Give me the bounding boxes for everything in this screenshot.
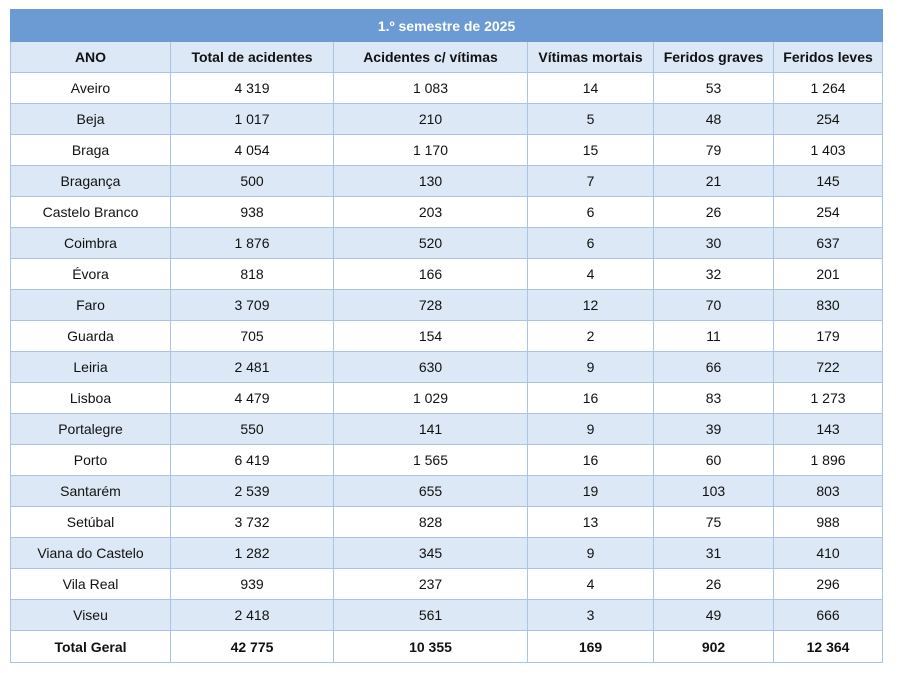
table-row	[11, 290, 883, 321]
table-cell: 1 017	[171, 104, 334, 135]
column-header-total-acidentes: Total de acidentes	[171, 42, 334, 73]
table-cell: 75	[654, 507, 774, 538]
district-name-cell: Faro	[11, 290, 171, 321]
district-name-cell: Lisboa	[11, 383, 171, 414]
total-label: Total Geral	[11, 631, 171, 663]
table-cell: 15	[528, 135, 654, 166]
table-cell: 5	[528, 104, 654, 135]
table-cell: 3	[528, 600, 654, 631]
district-name-cell: Aveiro	[11, 73, 171, 104]
district-name-cell: Setúbal	[11, 507, 171, 538]
table-cell: 79	[654, 135, 774, 166]
table-cell: 53	[654, 73, 774, 104]
table-cell: 666	[774, 600, 883, 631]
district-name-cell: Portalegre	[11, 414, 171, 445]
table-cell: 210	[334, 104, 528, 135]
table-cell: 4 479	[171, 383, 334, 414]
table-cell: 70	[654, 290, 774, 321]
district-name-cell: Beja	[11, 104, 171, 135]
table-cell: 154	[334, 321, 528, 352]
table-row	[11, 569, 883, 600]
table-row	[11, 321, 883, 352]
district-name-cell: Bragança	[11, 166, 171, 197]
table-row	[11, 414, 883, 445]
table-row	[11, 135, 883, 166]
table-cell: 26	[654, 569, 774, 600]
table-row	[11, 476, 883, 507]
table-cell: 2 418	[171, 600, 334, 631]
table-row	[11, 538, 883, 569]
district-name-cell: Porto	[11, 445, 171, 476]
table-cell: 1 403	[774, 135, 883, 166]
district-name-cell: Braga	[11, 135, 171, 166]
table-cell: 60	[654, 445, 774, 476]
table-cell: 803	[774, 476, 883, 507]
table-cell: 201	[774, 259, 883, 290]
table-cell: 31	[654, 538, 774, 569]
table-cell: 49	[654, 600, 774, 631]
table-cell: 561	[334, 600, 528, 631]
table-cell: 203	[334, 197, 528, 228]
table-cell: 1 029	[334, 383, 528, 414]
table-cell: 1 896	[774, 445, 883, 476]
table-cell: 30	[654, 228, 774, 259]
table-cell: 655	[334, 476, 528, 507]
table-row	[11, 197, 883, 228]
district-name-cell: Castelo Branco	[11, 197, 171, 228]
table-cell: 7	[528, 166, 654, 197]
district-name-cell: Évora	[11, 259, 171, 290]
table-cell: 6	[528, 197, 654, 228]
table-cell: 254	[774, 197, 883, 228]
table-cell: 1 282	[171, 538, 334, 569]
table-title: 1.º semestre de 2025	[11, 10, 883, 42]
table-total-row	[11, 631, 883, 663]
table-cell: 11	[654, 321, 774, 352]
table-cell: 39	[654, 414, 774, 445]
table-cell: 1 876	[171, 228, 334, 259]
table-cell: 4	[528, 569, 654, 600]
table-row	[11, 352, 883, 383]
table-cell: 938	[171, 197, 334, 228]
table-row	[11, 73, 883, 104]
table-cell: 550	[171, 414, 334, 445]
district-name-cell: Vila Real	[11, 569, 171, 600]
table-cell: 145	[774, 166, 883, 197]
table-header-row	[11, 42, 883, 73]
table-cell: 9	[528, 538, 654, 569]
accidents-table-container	[10, 9, 882, 663]
table-cell: 2	[528, 321, 654, 352]
table-cell: 103	[654, 476, 774, 507]
table-cell: 520	[334, 228, 528, 259]
table-cell: 2 539	[171, 476, 334, 507]
table-row	[11, 166, 883, 197]
table-cell: 32	[654, 259, 774, 290]
column-header-ano: ANO	[11, 42, 171, 73]
table-cell: 345	[334, 538, 528, 569]
table-cell: 143	[774, 414, 883, 445]
total-cell: 902	[654, 631, 774, 663]
table-cell: 830	[774, 290, 883, 321]
table-row	[11, 383, 883, 414]
table-cell: 9	[528, 352, 654, 383]
table-cell: 728	[334, 290, 528, 321]
table-cell: 1 264	[774, 73, 883, 104]
column-header-feridos-graves: Feridos graves	[654, 42, 774, 73]
table-cell: 705	[171, 321, 334, 352]
total-cell: 10 355	[334, 631, 528, 663]
table-cell: 630	[334, 352, 528, 383]
table-cell: 21	[654, 166, 774, 197]
district-name-cell: Viana do Castelo	[11, 538, 171, 569]
table-cell: 16	[528, 383, 654, 414]
table-cell: 6	[528, 228, 654, 259]
table-cell: 13	[528, 507, 654, 538]
table-cell: 296	[774, 569, 883, 600]
table-row	[11, 445, 883, 476]
table-cell: 6 419	[171, 445, 334, 476]
column-header-feridos-leves: Feridos leves	[774, 42, 883, 73]
table-title-row	[11, 10, 883, 42]
column-header-vitimas-mortais: Vítimas mortais	[528, 42, 654, 73]
table-row	[11, 104, 883, 135]
table-cell: 254	[774, 104, 883, 135]
table-cell: 818	[171, 259, 334, 290]
table-cell: 1 565	[334, 445, 528, 476]
table-cell: 500	[171, 166, 334, 197]
table-cell: 4	[528, 259, 654, 290]
table-cell: 179	[774, 321, 883, 352]
table-body	[11, 73, 883, 631]
table-row	[11, 228, 883, 259]
table-cell: 14	[528, 73, 654, 104]
table-cell: 1 170	[334, 135, 528, 166]
table-cell: 988	[774, 507, 883, 538]
table-cell: 19	[528, 476, 654, 507]
table-row	[11, 507, 883, 538]
district-name-cell: Viseu	[11, 600, 171, 631]
table-cell: 2 481	[171, 352, 334, 383]
table-cell: 16	[528, 445, 654, 476]
table-cell: 637	[774, 228, 883, 259]
table-cell: 26	[654, 197, 774, 228]
table-row	[11, 259, 883, 290]
table-cell: 130	[334, 166, 528, 197]
table-cell: 12	[528, 290, 654, 321]
table-cell: 410	[774, 538, 883, 569]
table-cell: 66	[654, 352, 774, 383]
table-cell: 83	[654, 383, 774, 414]
total-cell: 12 364	[774, 631, 883, 663]
accidents-table	[10, 9, 883, 663]
district-name-cell: Coimbra	[11, 228, 171, 259]
district-name-cell: Leiria	[11, 352, 171, 383]
table-cell: 3 732	[171, 507, 334, 538]
total-cell: 169	[528, 631, 654, 663]
total-cell: 42 775	[171, 631, 334, 663]
table-cell: 9	[528, 414, 654, 445]
table-cell: 828	[334, 507, 528, 538]
table-cell: 1 273	[774, 383, 883, 414]
table-cell: 48	[654, 104, 774, 135]
column-header-acidentes-vitimas: Acidentes c/ vítimas	[334, 42, 528, 73]
table-cell: 3 709	[171, 290, 334, 321]
table-cell: 939	[171, 569, 334, 600]
table-cell: 4 054	[171, 135, 334, 166]
table-cell: 1 083	[334, 73, 528, 104]
table-cell: 141	[334, 414, 528, 445]
table-row	[11, 600, 883, 631]
table-cell: 237	[334, 569, 528, 600]
table-cell: 722	[774, 352, 883, 383]
table-cell: 4 319	[171, 73, 334, 104]
district-name-cell: Guarda	[11, 321, 171, 352]
district-name-cell: Santarém	[11, 476, 171, 507]
table-cell: 166	[334, 259, 528, 290]
